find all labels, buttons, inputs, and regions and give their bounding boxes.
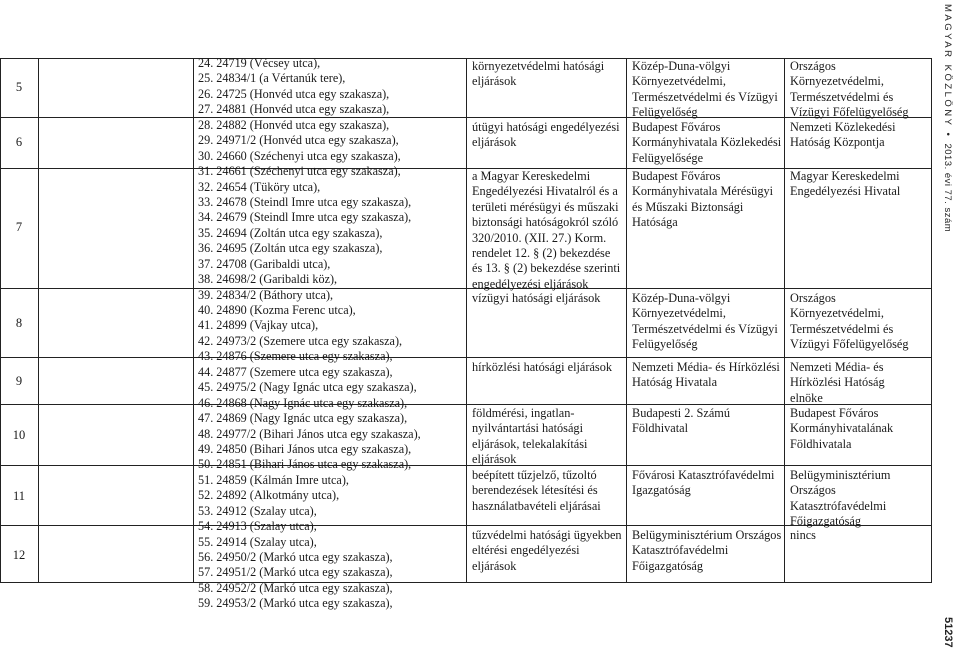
- first-instance-cell: Belügyminisztérium Országos Katasztrófavédelmi Főigazgatóság: [632, 528, 782, 573]
- parcel-item: 45. 24975/2 (Nagy Ignác utca egy szakasza),: [198, 380, 417, 395]
- procedure-cell: a Magyar Kereskedelmi Engedélyezési Hivatalról és a területi mérésügyi és műszaki biztonsági hatóságokról szóló 320/2010. (XII. 27.) Korm. rendelet 12. § (2) bekezdése és 13. § (2) bekezdése szerinti engedélyezési eljárások: [472, 169, 621, 291]
- col-divider: [193, 58, 194, 583]
- parcel-item: 32. 24654 (Tüköry utca),: [198, 179, 321, 194]
- second-instance-cell: Budapest Főváros Kormányhivatalának Földhivatala: [790, 406, 894, 451]
- issue-label: 2013. évi 77. szám: [942, 143, 953, 233]
- procedure-cell: tűzvédelmi hatósági ügyekben eltérési engedélyezési eljárások: [472, 528, 622, 573]
- first-instance-cell: Közép-Duna-völgyi Környezetvédelmi, Természetvédelmi és Vízügyi Felügyelőség: [632, 59, 778, 120]
- first-instance-cell: Fővárosi Katasztrófavédelmi Igazgatóság: [632, 468, 775, 498]
- parcel-item: 40. 24890 (Kozma Ferenc utca),: [198, 303, 356, 317]
- col-divider: [466, 58, 467, 583]
- parcel-item: 46. 24868 (Nagy Ignác utca egy szakasza),: [198, 395, 408, 410]
- parcel-item: 56. 24950/2 (Markó utca egy szakasza),: [198, 550, 393, 564]
- row-number: 7: [15, 220, 23, 234]
- col-divider: [626, 58, 627, 583]
- parcel-item: 36. 24695 (Zoltán utca egy szakasza),: [198, 241, 383, 256]
- parcel-item: 33. 24678 (Steindl Imre utca egy szakasza),: [198, 194, 412, 209]
- parcel-item: 38. 24698/2 (Garibaldi köz),: [198, 272, 338, 287]
- second-instance-cell: Belügyminisztérium Országos Katasztrófavédelmi Főigazgatóság: [790, 468, 891, 529]
- parcel-item: 44. 24877 (Szemere utca egy szakasza),: [198, 364, 393, 379]
- procedure-cell: hírközlési hatósági eljárások: [472, 360, 613, 374]
- parcel-item: 26. 24725 (Honvéd utca egy szakasza),: [198, 86, 390, 101]
- row-number: 12: [12, 548, 26, 562]
- row-number: 5: [15, 80, 23, 94]
- first-instance-cell: Nemzeti Média- és Hírközlési Hatóság Hivatala: [632, 360, 780, 390]
- procedure-cell: vízügyi hatósági eljárások: [472, 291, 601, 305]
- parcel-item: 35. 24694 (Zoltán utca egy szakasza),: [198, 225, 383, 240]
- col-divider: [38, 58, 39, 583]
- procedure-cell: földmérési, ingatlan-nyilvántartási hatósági eljárások, telekalakítási eljárások: [472, 406, 588, 467]
- first-instance-cell: Budapest Főváros Kormányhivatala Mérésügyi és Műszaki Biztonsági Hatósága: [632, 169, 774, 230]
- parcel-item: 39. 24834/2 (Báthory utca),: [198, 287, 334, 302]
- parcel-item: 47. 24869 (Nagy Ignác utca egy szakasza),: [198, 411, 408, 426]
- parcel-item: 51. 24859 (Kálmán Imre utca),: [198, 472, 349, 487]
- parcel-item: 37. 24708 (Garibaldi utca),: [198, 256, 331, 271]
- col-divider: [931, 58, 932, 583]
- parcel-item: 58. 24952/2 (Markó utca egy szakasza),: [198, 580, 393, 595]
- parcel-item: 48. 24977/2 (Bihari János utca egy szakasza),: [198, 426, 421, 441]
- col-divider: [784, 58, 785, 583]
- parcel-list: [198, 56, 460, 612]
- first-instance-cell: Közép-Duna-völgyi Környezetvédelmi, Természetvédelmi és Vízügyi Felügyelőség: [632, 291, 778, 352]
- parcel-item: 43. 24876 (Szemere utca egy szakasza),: [198, 349, 393, 364]
- parcel-item: 24. 24719 (Vécsey utca),: [198, 56, 321, 70]
- second-instance-cell: Nemzeti Közlekedési Hatóság Központja: [790, 120, 896, 150]
- parcel-item: 30. 24660 (Széchenyi utca egy szakasza),: [198, 148, 401, 163]
- row-number: 9: [15, 374, 23, 388]
- parcel-item: 55. 24914 (Szalay utca),: [198, 534, 317, 549]
- page-number: 51237: [942, 617, 954, 648]
- journal-running-head: [942, 4, 953, 232]
- parcel-item: 29. 24971/2 (Honvéd utca egy szakasza),: [198, 133, 399, 148]
- parcel-item: 49. 24850 (Bihari János utca egy szakasza),: [198, 441, 412, 456]
- second-instance-cell: Magyar Kereskedelmi Engedélyezési Hivatal: [790, 169, 901, 199]
- journal-title: MAGYAR KÖZLÖNY •: [942, 4, 953, 139]
- parcel-item: 52. 24892 (Alkotmány utca),: [198, 488, 340, 503]
- row-number: 8: [15, 316, 23, 330]
- parcel-item: 27. 24881 (Honvéd utca egy szakasza),: [198, 102, 390, 117]
- parcel-item: 53. 24912 (Szalay utca),: [198, 503, 317, 518]
- first-instance-cell: Budapesti 2. Számú Földhivatal: [632, 406, 731, 436]
- second-instance-cell: Országos Környezetvédelmi, Természetvédelmi és Vízügyi Főfelügyelőség: [790, 59, 909, 120]
- parcel-item: 25. 24834/1 (a Vértanúk tere),: [198, 71, 346, 86]
- second-instance-cell: nincs: [790, 528, 816, 542]
- parcel-item: 28. 24882 (Honvéd utca egy szakasza),: [198, 117, 390, 132]
- second-instance-cell: Nemzeti Média- és Hírközlési Hatóság elnöke: [790, 360, 885, 405]
- row-number: 6: [15, 135, 23, 149]
- parcel-item: 34. 24679 (Steindl Imre utca egy szakasza),: [198, 210, 412, 225]
- row-number: 11: [12, 489, 26, 503]
- parcel-item: 42. 24973/2 (Szemere utca egy szakasza),: [198, 333, 403, 348]
- parcel-item: 31. 24661 (Széchenyi utca egy szakasza),: [198, 164, 401, 179]
- parcel-item: 54. 24913 (Szalay utca),: [198, 519, 317, 534]
- parcel-item: 50. 24851 (Bihari János utca egy szakasza),: [198, 457, 412, 472]
- procedure-cell: környezetvédelmi hatósági eljárások: [472, 59, 605, 89]
- first-instance-cell: Budapest Főváros Kormányhivatala Közlekedési Felügyelősége: [632, 120, 782, 165]
- parcel-item: 41. 24899 (Vajkay utca),: [198, 318, 319, 333]
- row-number: 10: [12, 428, 26, 442]
- second-instance-cell: Országos Környezetvédelmi, Természetvédelmi és Vízügyi Főfelügyelőség: [790, 291, 909, 352]
- procedure-cell: útügyi hatósági engedélyezési eljárások: [472, 120, 620, 150]
- parcel-item: 59. 24953/2 (Markó utca egy szakasza),: [198, 596, 393, 611]
- procedure-cell: beépített tűzjelző, tűzoltó berendezések létesítési és használatbavételi eljárásai: [472, 468, 601, 513]
- parcel-item: 57. 24951/2 (Markó utca egy szakasza),: [198, 565, 393, 580]
